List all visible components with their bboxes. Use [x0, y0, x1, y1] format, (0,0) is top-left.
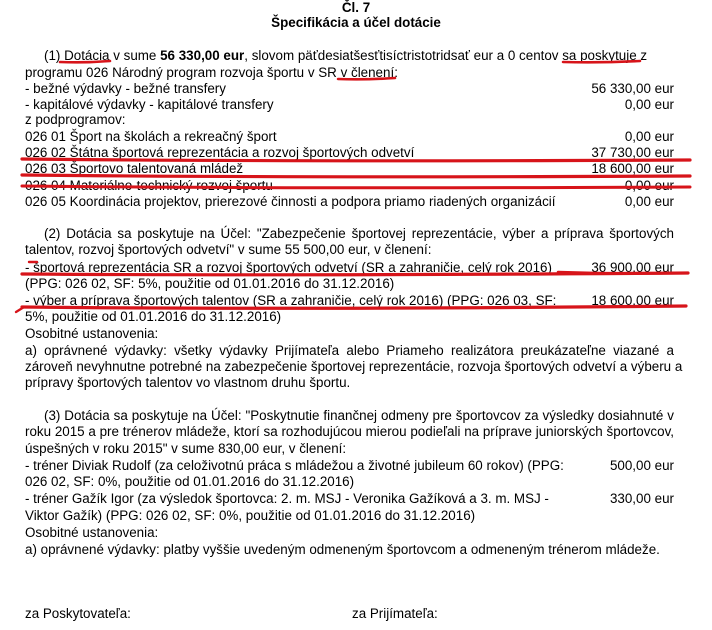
section3-special-heading: Osobitné ustanovenia: — [25, 525, 159, 540]
section3-item2-amount: 330,00 eur — [609, 491, 674, 506]
section2-item1-line2: (PPG: 026 02, SF: 5%, použitie od 01.01.2016 do 31.12.2016) — [25, 276, 395, 291]
section2-item2-line1: - výber a príprava športových talentov (SR a zahraničie, celý rok 2016) (PPG: 026 03, SF: — [25, 293, 557, 308]
section2-special-heading: Osobitné ustanovenia: — [25, 326, 159, 341]
total-amount: 56 330,00 eur — [160, 48, 245, 63]
signature-provider: za Poskytovateľa: — [25, 606, 131, 621]
subprogram-02605-label: 026 05 Koordinácia projektov, prierezové činnosti a podpora priamo riadených organizácií — [25, 194, 556, 209]
article-title: Špecifikácia a účel dotácie — [271, 15, 441, 30]
subprogram-02601-label: 026 01 Šport na školách a rekreačný šport — [25, 129, 277, 144]
section2-line1: (2) Dotácia sa poskytuje na Účel: "Zabezpečenie športovej reprezentácie, výber a príprava športových — [44, 226, 674, 241]
section3-a-line: a) oprávnené výdavky: platby vyššie uvedeným odmeneným športovcom a odmeneným trénerom mládeže. — [25, 542, 660, 557]
section2-a-line1: a) oprávnené výdavky: všetky výdavky Prijímateľa alebo Priameho realizátora preukázateľne viazané a — [25, 343, 674, 358]
subprogram-02603-label: 026 03 Športovo talentovaná mládež — [25, 161, 244, 176]
highlighted-sa-poskytuje: sa poskytuje — [562, 48, 637, 63]
subprogram-02602-label: 026 02 Štátna športová reprezentácia a rozvoj športových odvetví — [25, 145, 415, 160]
section3-item2-line2: Viktor Gažík) (PPG: 026 02, SF: 0%, použitie od 01.01.2016 do 31.12.2016) — [25, 508, 476, 523]
section2-item2-line2: 5%, použitie od 01.01.2016 do 31.12.2016) — [25, 309, 282, 324]
section2-item2-amount: 18 600,00 eur — [591, 293, 674, 308]
subprogram-02602-amount: 37 730,00 eur — [591, 145, 674, 160]
section1-intro: (1) Dotácia v sume 56 330,00 eur, slovom päťdesiatšesťtisíctristotridsať eur a 0 centov sa poskytuje z — [44, 48, 648, 63]
highlighted-v-cleneni: v členení — [340, 65, 395, 80]
expense-row-current-amount: 56 330,00 eur — [591, 81, 674, 96]
section3-line2: roku 2015 a pre trénerov mládeže, ktorí sa rozhodujúcou mierou podieľali na príprave juniorských športovcov, — [25, 424, 674, 439]
signature-recipient: za Prijímateľa: — [352, 606, 438, 621]
expense-row-capital-label: - kapitálové výdavky - kapitálové transfery — [25, 97, 274, 112]
section3-item1-line2: 026 02, SF: 0%, použitie od 01.01.2016 do 31.12.2016) — [25, 474, 355, 489]
highlighted-dotacia: Dotácia — [64, 48, 110, 63]
section2-item1-amount: 36 900,00 eur — [591, 260, 674, 275]
subprogram-02601-amount: 0,00 eur — [624, 129, 674, 144]
article-number: Čl. 7 — [341, 0, 371, 15]
section3-item1-amount: 500,00 eur — [609, 458, 674, 473]
section3-line3: úspešných v roku 2015" v sume 830,00 eur, v členení: — [25, 441, 347, 456]
section2-item1-line1: - športová reprezentácia SR a rozvoj športových odvetví (SR a zahraničie, celý rok 2016) — [25, 260, 552, 275]
section2-a-line3: prípravy športových talentov vo vlastnom druhu športu. — [25, 375, 351, 390]
subprogram-02603-amount: 18 600,00 eur — [591, 161, 674, 176]
section3-item1-line1: - tréner Diviak Rudolf (za celoživotnú práca s mládežou a životné jubileum 60 rokov) (PPG: — [25, 458, 564, 473]
expense-row-current-label: - bežné výdavky - bežné transfery — [25, 81, 226, 96]
section2-line2: talentov, rozvoj športových odvetví" v sume 55 500,00 eur, v členení: — [25, 242, 432, 257]
expense-row-capital-amount: 0,00 eur — [624, 97, 674, 112]
section3-line1: (3) Dotácia sa poskytuje na Účel: "Poskytnutie finančnej odmeny pre športovcov za výsledky dosiahnuté v — [44, 408, 674, 423]
section3-item2-line1: - tréner Gažík Igor (za výsledok športovca: 2. m. MSJ - Veronika Gažíková a 3. m. MSJ - — [25, 491, 549, 506]
subprograms-header: z podprogramov: — [25, 112, 126, 127]
subprogram-02605-amount: 0,00 eur — [624, 194, 674, 209]
section2-a-line2: zároveň nevyhnutne potrebné na zabezpečenie športovej reprezentácie, rozvoja športových odvetví a výberu a — [25, 359, 683, 374]
section1-intro-line2: programu 026 Národný program rozvoja športu v SR v členení: — [25, 65, 398, 80]
subprogram-02604-amount: 0,00 eur — [624, 178, 674, 193]
tick-section2-item2 — [16, 307, 24, 312]
subprogram-02604-label: 026 04 Materiálno-technický rozvoj športu — [25, 178, 273, 193]
